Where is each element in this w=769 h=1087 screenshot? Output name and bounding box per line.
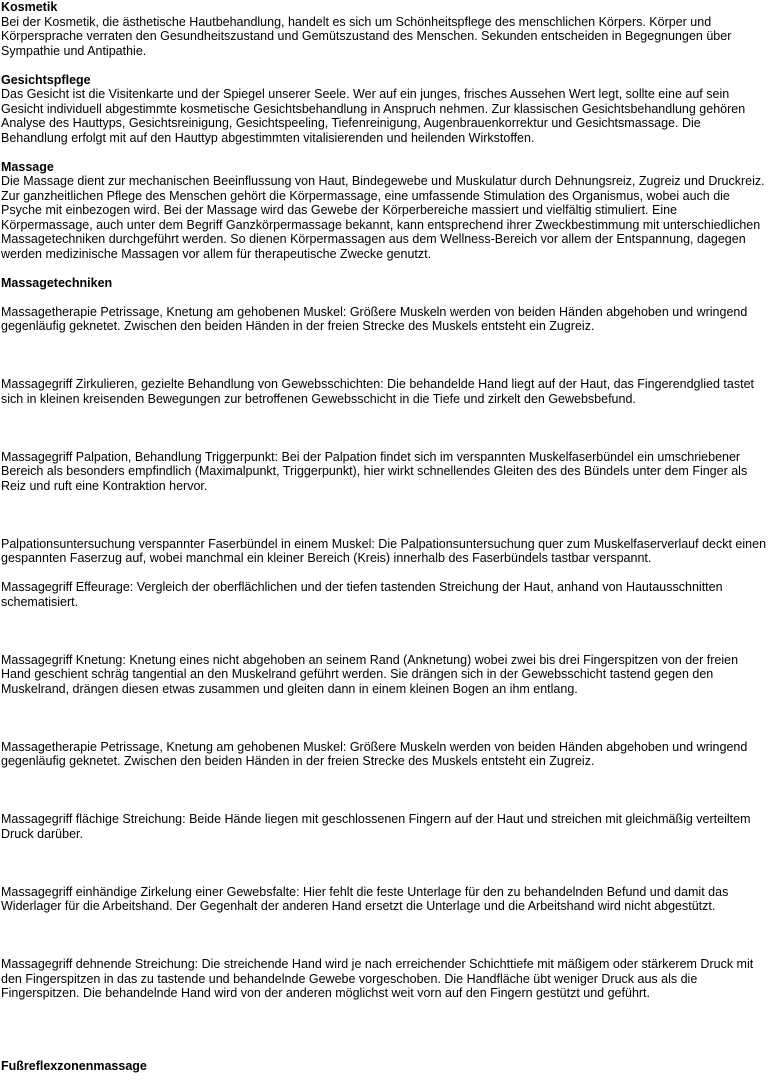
technique-item: Massagegriff Zirkulieren, gezielte Behandlung von Gewebsschichten: Die behandelde Hand liegt auf der Haut, das Fingerendglied tastet sich in kleinen kreisenden Bewegungen zur betroffenen Gewebsschicht in die Tiefe und zirkelt den Gewebsbefund. bbox=[1, 377, 755, 406]
technique-item: Massagegriff einhändige Zirkelung einer Gewebsfalte: Hier fehlt die feste Unterlage für den zu behandelnden Befund und damit das Widerlager für die Arbeitshand. Der Gegenhalt der anderen Hand ersetzt die Unterlage und die Arbeitshand wird nicht abgestützt. bbox=[1, 884, 729, 913]
heading-massage: Massage bbox=[1, 159, 54, 174]
heading-kosmetik: Kosmetik bbox=[1, 0, 58, 14]
technique-item: Massagegriff Knetung: Knetung eines nicht abgehoben an seinem Rand (Anknetung) wobei zwei bis drei Fingerspitzen von der freien Hand geschient schräg tangential an den Muskelrand geführt werden. Sie drängen sich in der Gewebsschicht tastend gegen den Muskelrand, drängen diesen etwas zusammen und gleiten dann in einem kleinen Bogen an ihm entlang. bbox=[1, 652, 739, 696]
paragraph-gesichtspflege: Das Gesicht ist die Visitenkarte und der Spiegel unserer Seele. Wer auf ein junges, frisches Aussehen Wert legt, sollte eine auf sein Gesicht individuell abgestimmte kosmetische Gesichtsbehandlung in Anspruch nehmen. Zur klassischen Gesichtsbehandlung gehören Analyse des Hauttyps, Gesichtsreinigung, Gesichtspeeling, Tiefenreinigung, Augenbrauenkorrektur und Gesichtsmassage. Die Behandlung erfolgt mit auf den Hauttyp abgestimmten vitalisierenden und heilenden Wirkstoffen. bbox=[1, 87, 746, 145]
technique-item: Massagegriff dehnende Streichung: Die streichende Hand wird je nach erreichender Schichttiefe mit mäßigem oder stärkerem Druck mit den Fingerspitzen in das zu tastende und behandelnde Gewebe vorgeschoben. Die Handfläche übt weniger Druck aus als die Fingerspitzen. Die behandelnde Hand wird von der anderen möglichst weit vorn auf den Fingern gestützt und geführt. bbox=[1, 957, 754, 1000]
technique-item: Massagetherapie Petrissage, Knetung am gehobenen Muskel: Größere Muskeln werden von beiden Händen abgehoben und wringend gegenläufig geknetet. Zwischen den beiden Händen in der freien Strecke des Muskels entsteht ein Zugreiz. bbox=[1, 739, 748, 768]
paragraph-kosmetik: Bei der Kosmetik, die ästhetische Hautbehandlung, handelt es sich um Schönheitspflege des menschlichen Körpers. Körper und Körpersprache verraten den Gesundheitszustand und Gemütszustand des Menschen. Sekunden entscheiden in Begegnungen über Sympathie und Antipathie. bbox=[1, 14, 732, 58]
heading-massagetechniken: Massagetechniken bbox=[1, 275, 113, 290]
technique-item: Palpationsuntersuchung verspannter Faserbündel in einem Muskel: Die Palpationsuntersuchung quer zum Muskelfaserverlauf deckt einen gespannten Faserzug auf, wobei manchmal ein kleiner Bereich (Kreis) innerhalb des Faserbündels tastbar verspannt. bbox=[1, 536, 767, 565]
technique-item: Massagegriff flächige Streichung: Beide Hände liegen mit geschlossenen Fingern auf der Haut und streichen mit gleichmäßig verteiltem Druck darüber. bbox=[1, 812, 751, 841]
technique-item: Massagegriff Palpation, Behandlung Triggerpunkt: Bei der Palpation findet sich im verspannten Muskelfaserbündel ein umschriebener Bereich als besonders empfindlich (Maximalpunkt, Triggerpunkt), hier wirkt schnellendes Gleiten des des Bündels unter dem Finger als Reiz und ruft eine Kontraktion hervor. bbox=[1, 449, 748, 493]
heading-fussreflexzonenmassage: Fußreflexzonenmassage bbox=[1, 1058, 147, 1073]
technique-item: Massagegriff Effeurage: Vergleich der oberflächlichen und der tiefen tastenden Streichung der Haut, anhand von Hautausschnitten schematisiert. bbox=[1, 580, 723, 609]
technique-item: Massagetherapie Petrissage, Knetung am gehobenen Muskel: Größere Muskeln werden von beiden Händen abgehoben und wringend gegenläufig geknetet. Zwischen den beiden Händen in der freien Strecke des Muskels entsteht ein Zugreiz. bbox=[1, 304, 748, 333]
heading-gesichtspflege: Gesichtspflege bbox=[1, 72, 91, 87]
paragraph-massage: Die Massage dient zur mechanischen Beeinflussung von Haut, Bindegewebe und Muskulatur durch Dehnungsreiz, Zugreiz und Druckreiz. Zur ganzheitlichen Pflege des Menschen gehört die Körpermassage, eine umfassende Stimulation des Organismus, wobei auch die Psyche mit einbezogen wird. Bei der Massage wird das Gewebe der Körperbereiche massiert und vielfältig stimuliert. Eine Körpermassage, auch unter dem Begriff Ganzkörpermassage bekannt, kann entsprechend ihrer Zweckbestimmung mit unterschiedlichen Massagetechniken durchgeführt werden. So dienen Körpermassagen aus dem Wellness-Bereich vor allem der Entspannung, dagegen werden medizinische Massagen vor allem für therapeutische Zwecke genutzt. bbox=[1, 174, 765, 261]
